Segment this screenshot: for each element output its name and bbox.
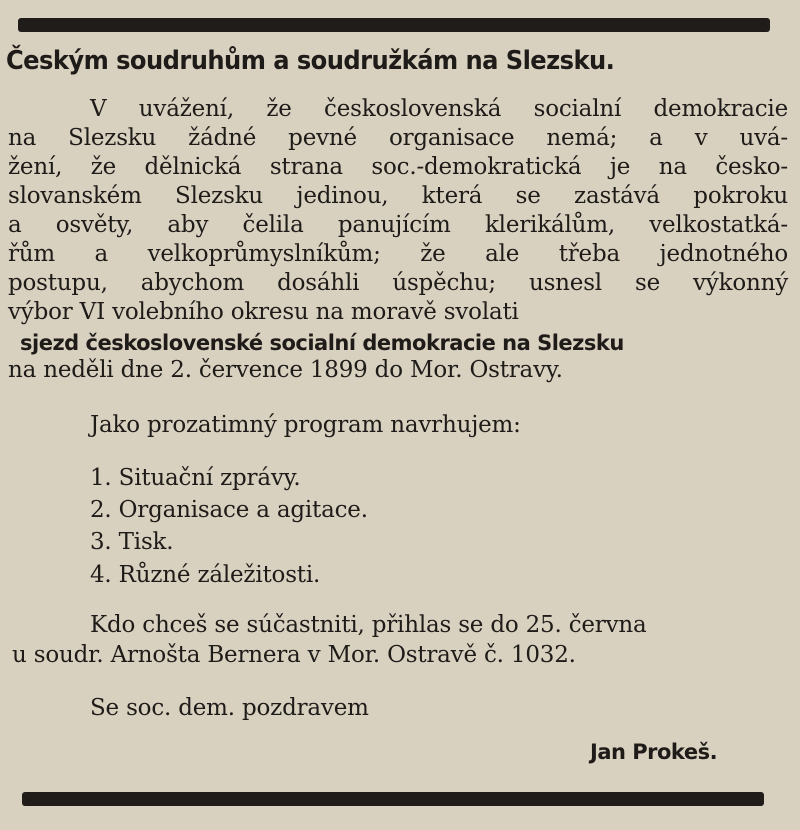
paragraph-line: žení, že dělnická strana soc.-demokratická je na česko- <box>8 154 788 180</box>
signup-line: Kdo chceš se súčastniti, přihlas se do 25. června <box>90 612 647 638</box>
signature: Jan Prokeš. <box>590 740 718 764</box>
headline: Českým soudruhům a soudružkám na Slezsku. <box>6 46 615 76</box>
bottom-rule <box>22 792 764 806</box>
paragraph-line: V uvážení, že československá socialní demokracie <box>90 96 788 122</box>
paragraph-line: výbor VI volebního okresu na moravě svolati <box>8 299 519 325</box>
congress-announcement: sjezd československé socialní demokracie na Slezsku <box>20 331 624 355</box>
top-rule <box>18 18 770 32</box>
paragraph-line: slovanském Slezsku jedinou, která se zastává pokroku <box>8 183 788 209</box>
paragraph-line: na Slezsku žádné pevné organisace nemá; a v uvá- <box>8 125 788 151</box>
paragraph-line: postupu, abychom dosáhli úspěchu; usnesl se výkonný <box>8 270 788 296</box>
date-line: na neděli dne 2. července 1899 do Mor. Ostravy. <box>8 357 563 383</box>
program-item: 4. Různé záležitosti. <box>90 562 321 588</box>
program-item: 2. Organisace a agitace. <box>90 497 368 523</box>
program-intro: Jako prozatimný program navrhujem: <box>90 412 521 438</box>
program-item: 3. Tisk. <box>90 529 174 555</box>
program-item: 1. Situační zprávy. <box>90 465 301 491</box>
paragraph-line: řům a velkoprůmyslníkům; že ale třeba jednotného <box>8 241 788 267</box>
paragraph-line: a osvěty, aby čelila panujícím klerikálům, velkostatká- <box>8 212 788 238</box>
signup-line: u soudr. Arnošta Bernera v Mor. Ostravě č. 1032. <box>12 642 576 668</box>
greeting: Se soc. dem. pozdravem <box>90 695 369 721</box>
